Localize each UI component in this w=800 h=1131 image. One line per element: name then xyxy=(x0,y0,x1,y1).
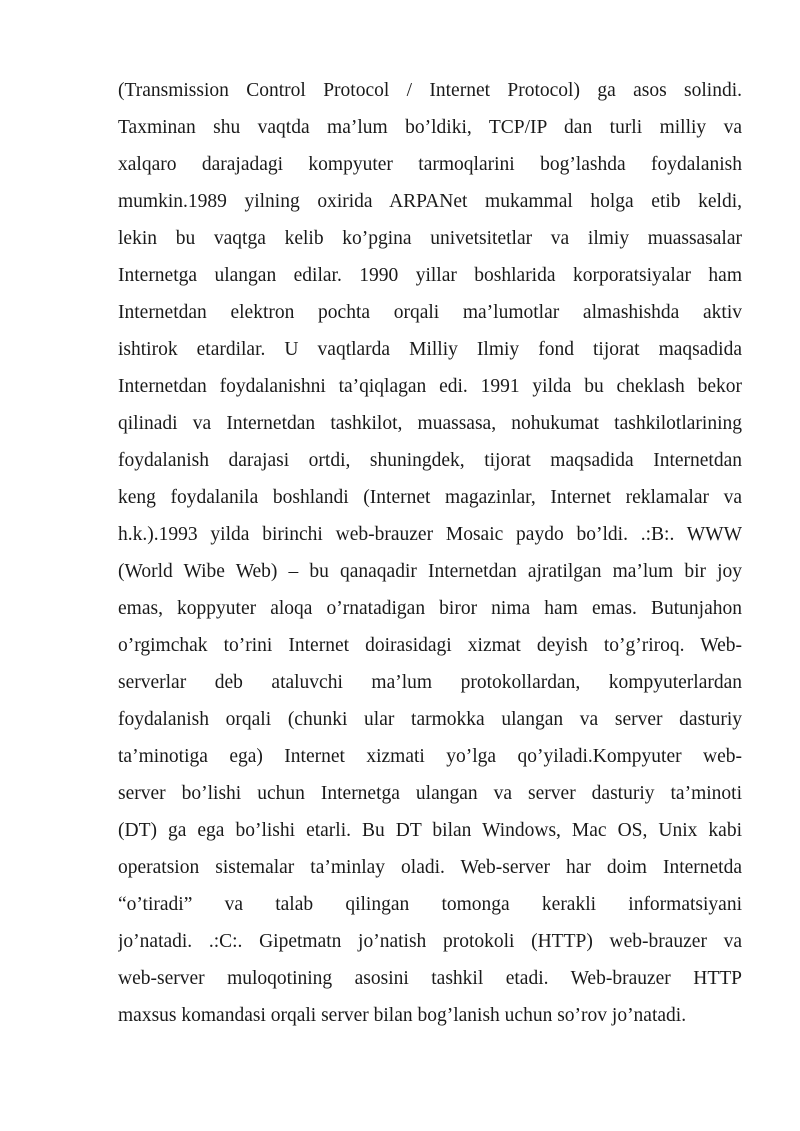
text-line: o’rgimchak to’rini Internet doirasidagi xizmat deyish to’g’riroq. Web- xyxy=(118,635,742,656)
text-line: lekin bu vaqtga kelib ko’pgina univetsitetlar va ilmiy muassasalar xyxy=(118,228,742,249)
text-line: Internetdan elektron pochta orqali ma’lumotlar almashishda aktiv xyxy=(118,302,742,323)
text-line: (Transmission Control Protocol / Internet Protocol) ga asos solindi. xyxy=(118,80,742,101)
body-paragraph xyxy=(118,72,742,1034)
text-line: jo’natadi. .:C:. Gipetmatn jo’natish protokoli (HTTP) web-brauzer va xyxy=(118,931,742,952)
text-line: emas, koppyuter aloqa o’rnatadigan biror nima ham emas. Butunjahon xyxy=(118,598,742,619)
text-line: (World Wibe Web) – bu qanaqadir Internetdan ajratilgan ma’lum bir joy xyxy=(118,561,742,582)
text-line: ta’minotiga ega) Internet xizmati yo’lga qo’yiladi.Kompyuter web- xyxy=(118,746,742,767)
text-line: qilinadi va Internetdan tashkilot, muassasa, nohukumat tashkilotlarining xyxy=(118,413,742,434)
text-line: xalqaro darajadagi kompyuter tarmoqlarini bog’lashda foydalanish xyxy=(118,154,742,175)
text-line: foydalanish darajasi ortdi, shuningdek, tijorat maqsadida Internetdan xyxy=(118,450,742,471)
text-line: Internetga ulangan edilar. 1990 yillar boshlarida korporatsiyalar ham xyxy=(118,265,742,286)
text-line: “o’tiradi” va talab qilingan tomonga kerakli informatsiyani xyxy=(118,894,742,915)
text-line: (DT) ga ega bo’lishi etarli. Bu DT bilan Windows, Mac OS, Unix kabi xyxy=(118,820,742,841)
text-line: Taxminan shu vaqtda ma’lum bo’ldiki, TCP/IP dan turli milliy va xyxy=(118,117,742,138)
text-line: keng foydalanila boshlandi (Internet magazinlar, Internet reklamalar va xyxy=(118,487,742,508)
text-line: Internetdan foydalanishni ta’qiqlagan edi. 1991 yilda bu cheklash bekor xyxy=(118,376,742,397)
document-page xyxy=(118,72,742,1034)
text-line: server bo’lishi uchun Internetga ulangan va server dasturiy ta’minoti xyxy=(118,783,742,804)
text-line: foydalanish orqali (chunki ular tarmokka ulangan va server dasturiy xyxy=(118,709,742,730)
text-line: ishtirok etardilar. U vaqtlarda Milliy Ilmiy fond tijorat maqsadida xyxy=(118,339,742,360)
text-line: web-server muloqotining asosini tashkil etadi. Web-brauzer HTTP xyxy=(118,968,742,989)
text-line: mumkin.1989 yilning oxirida ARPANet mukammal holga etib keldi, xyxy=(118,191,742,212)
text-line: operatsion sistemalar ta’minlay oladi. Web-server har doim Internetda xyxy=(118,857,742,878)
text-line: serverlar deb ataluvchi ma’lum protokollardan, kompyuterlardan xyxy=(118,672,742,693)
text-line: maxsus komandasi orqali server bilan bog’lanish uchun so’rov jo’natadi. xyxy=(118,1005,687,1026)
text-line: h.k.).1993 yilda birinchi web-brauzer Mosaic paydo bo’ldi. .:B:. WWW xyxy=(118,524,742,545)
